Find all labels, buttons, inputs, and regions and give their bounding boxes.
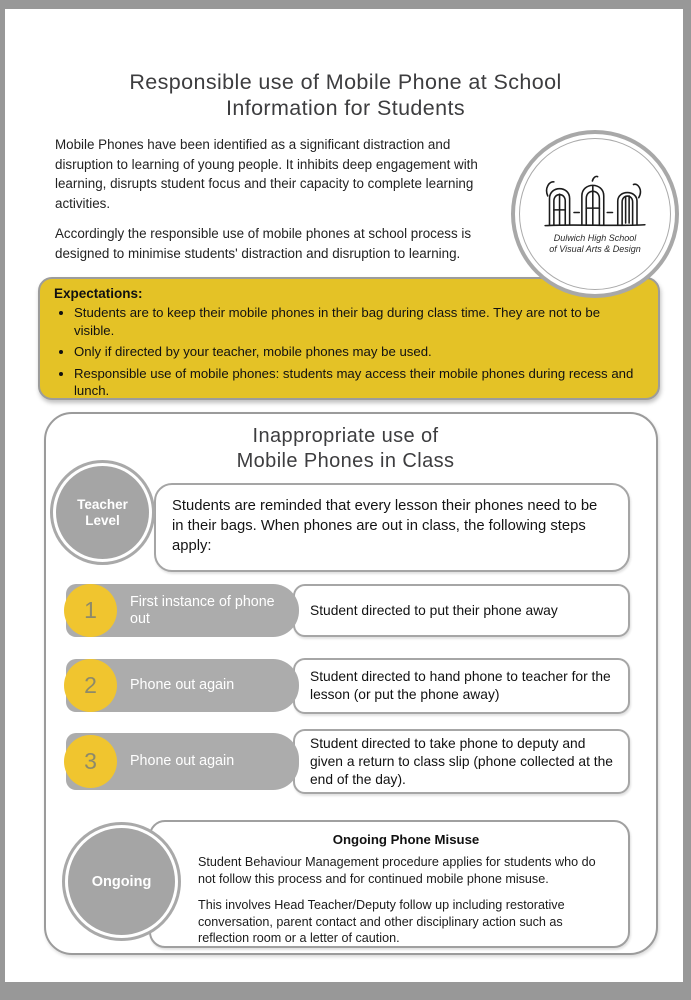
step-3-description-text: Student directed to take phone to deputy and given a return to class slip (phone collected at the end of the day). xyxy=(310,735,613,787)
step-3-number-badge: 3 xyxy=(64,735,117,788)
school-logo xyxy=(511,130,679,298)
teacher-level-line1: Teacher xyxy=(77,496,128,512)
expectations-box xyxy=(38,277,660,400)
arches-sketch-icon xyxy=(542,174,648,230)
teacher-level-label xyxy=(56,466,149,559)
step-2-description xyxy=(293,658,630,714)
ongoing-paragraph-2: This involves Head Teacher/Deputy follow up including restorative conversation, parent contact and other disciplinary action such as reflection room or a letter of caution. xyxy=(198,898,565,945)
intro-paragraph-2: Accordingly the responsible use of mobile phones at school process is designed to minimise students' distraction and disruption to learning. xyxy=(55,226,472,261)
intro-paragraph-1: Mobile Phones have been identified as a significant distraction and disruption to learning of young people. It inhibits deep engagement with learning, disrupts student focus and their capacity to complete learning activities. xyxy=(55,137,478,211)
step-2-label: Phone out again xyxy=(130,677,235,693)
school-logo-inner xyxy=(519,138,671,290)
step-3-description xyxy=(293,729,630,794)
step-3-label: Phone out again xyxy=(130,753,235,769)
teacher-level-line2: Level xyxy=(85,512,120,528)
page-title xyxy=(0,69,691,121)
step-1-number-badge: 1 xyxy=(64,584,117,637)
page-title-line2: Information for Students xyxy=(225,96,466,120)
teacher-level-badge xyxy=(50,460,155,565)
expectation-item-1: • Students are to keep their mobile phones in their bag during class time. They are not to be visible. xyxy=(74,304,644,339)
page-title-line1: Responsible use of Mobile Phone at School xyxy=(129,70,562,94)
step-1-description xyxy=(293,584,630,637)
step-2-number-badge: 2 xyxy=(64,659,117,712)
expectation-item-3: • Responsible use of mobile phones: students may access their mobile phones during recess and lunch. xyxy=(74,365,644,400)
process-intro: Students are reminded that every lesson their phones need to be in their bags. When phones are out in class, the following steps apply: xyxy=(154,483,630,572)
expectations-heading: Expectations: xyxy=(54,286,143,301)
ongoing-paragraph-1: Student Behaviour Management procedure applies for students who do not follow this process and for continued mobile phone misuse. xyxy=(198,855,596,886)
expectations-list xyxy=(74,304,644,400)
step-1-description-text: Student directed to put their phone away xyxy=(310,602,558,618)
step-1-label: First instance of phone out xyxy=(130,593,275,627)
ongoing-badge xyxy=(62,822,181,941)
process-title-line2: Mobile Phones in Class xyxy=(236,450,455,472)
school-name xyxy=(549,233,641,255)
school-name-line1: Dulwich High School xyxy=(553,232,637,243)
ongoing-heading: Ongoing Phone Misuse xyxy=(332,832,480,847)
expectation-item-2: • Only if directed by your teacher, mobile phones may be used. xyxy=(74,343,644,361)
ongoing-badge-label: Ongoing xyxy=(68,828,175,935)
school-name-line2: of Visual Arts & Design xyxy=(549,243,641,254)
ongoing-box xyxy=(149,820,630,948)
process-title-line1: Inappropriate use of xyxy=(252,425,439,447)
step-2-description-text: Student directed to hand phone to teacher for the lesson (or put the phone away) xyxy=(310,669,611,702)
